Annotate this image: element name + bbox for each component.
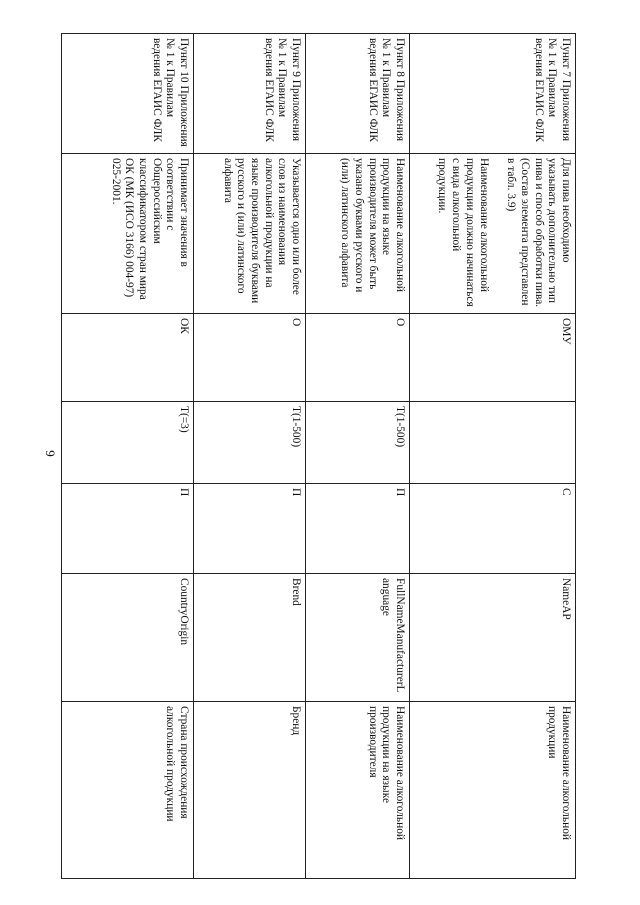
kind-text: П [290,488,302,497]
element-code-cell [194,574,306,702]
reference-cell [410,34,576,154]
kind-cell [410,484,576,574]
element-name-cell [62,702,194,879]
requirement-text: О [394,318,406,327]
type-text: T(1-500) [290,406,302,448]
description-cell [306,154,410,314]
description-note: Наименование алкогольной продукции должно начинаться с вида алкогольной продукции. [436,158,490,307]
type-cell [410,402,576,484]
element-code-cell [306,574,410,702]
element-name-text: Бренд [290,706,302,736]
kind-text: С [560,488,572,496]
kind-text: П [394,488,406,497]
kind-text: П [178,488,190,497]
kind-cell [306,484,410,574]
requirement-text: ОК [178,318,190,334]
reference-text: Пункт 8 Приложения № 1 к Правилам ведения ЕГАИС ФЛК [366,38,406,143]
requirement-cell [410,314,576,402]
kind-cell [62,484,194,574]
requirement-text: О [290,318,302,327]
requirement-cell [62,314,194,402]
reference-cell [194,34,306,154]
element-code-text: Brend [290,578,302,606]
requirements-table [61,33,576,879]
element-code-text: FullNameManufacturerLanguage [380,578,406,693]
element-name-cell [410,702,576,879]
element-code-cell [410,574,576,702]
table-row [410,34,576,879]
type-cell [306,402,410,484]
element-name-text: Страна происхождения алкогольной продукции [164,706,190,822]
type-text: T(=3) [178,406,190,433]
element-code-cell [62,574,194,702]
description-text: Указывается одно или более слов из наименования алкогольной продукции на языке производителя буквами русского и (или) латинского алфавита [221,158,302,304]
reference-text: Пункт 7 Приложения № 1 к Правилам ведения ЕГАИС ФЛК [532,38,572,143]
kind-cell [194,484,306,574]
requirement-cell [306,314,410,402]
reference-cell [62,34,194,154]
description-cell [194,154,306,314]
reference-text: Пункт 10 Приложения № 1 к Правилам ведения ЕГАИС ФЛК [150,38,190,147]
table-row [306,34,410,879]
type-cell [194,402,306,484]
description-cell [62,154,194,314]
element-name-cell [306,702,410,879]
reference-cell [306,34,410,154]
requirement-text: ОМУ [560,318,572,345]
description-text: Принимает значения в соответствии с Общероссийским классификатором стран мира ОК (МК (ИСО 3166) 004-97) 025-2001. [109,158,190,300]
reference-text: Пункт 9 Приложения № 1 к Правилам ведения ЕГАИС ФЛК [262,38,302,143]
description-text: Для пива необходимо указывать дополнительно тип пива и способ обработки пива. (Состав элемента представлен в табл. 3.9) [505,158,572,308]
type-text: T(1-500) [394,406,406,448]
type-cell [62,402,194,484]
element-name-text: Наименование алкогольной продукции на языке производителя [366,706,406,841]
requirement-cell [194,314,306,402]
page-number: 9 [42,450,58,457]
description-cell [410,154,576,314]
description-text: Наименование алкогольной продукции на языке производителя может быть указано буквами русского и (или) латинского алфавита [339,158,406,293]
rotated-page-content [62,33,576,878]
element-code-text: NameAP [560,578,572,620]
element-name-text: Наименование алкогольной продукции [546,706,572,841]
table-row [194,34,306,879]
element-code-text: CountryOrigin [178,578,190,646]
element-name-cell [194,702,306,879]
table-row [62,34,194,879]
